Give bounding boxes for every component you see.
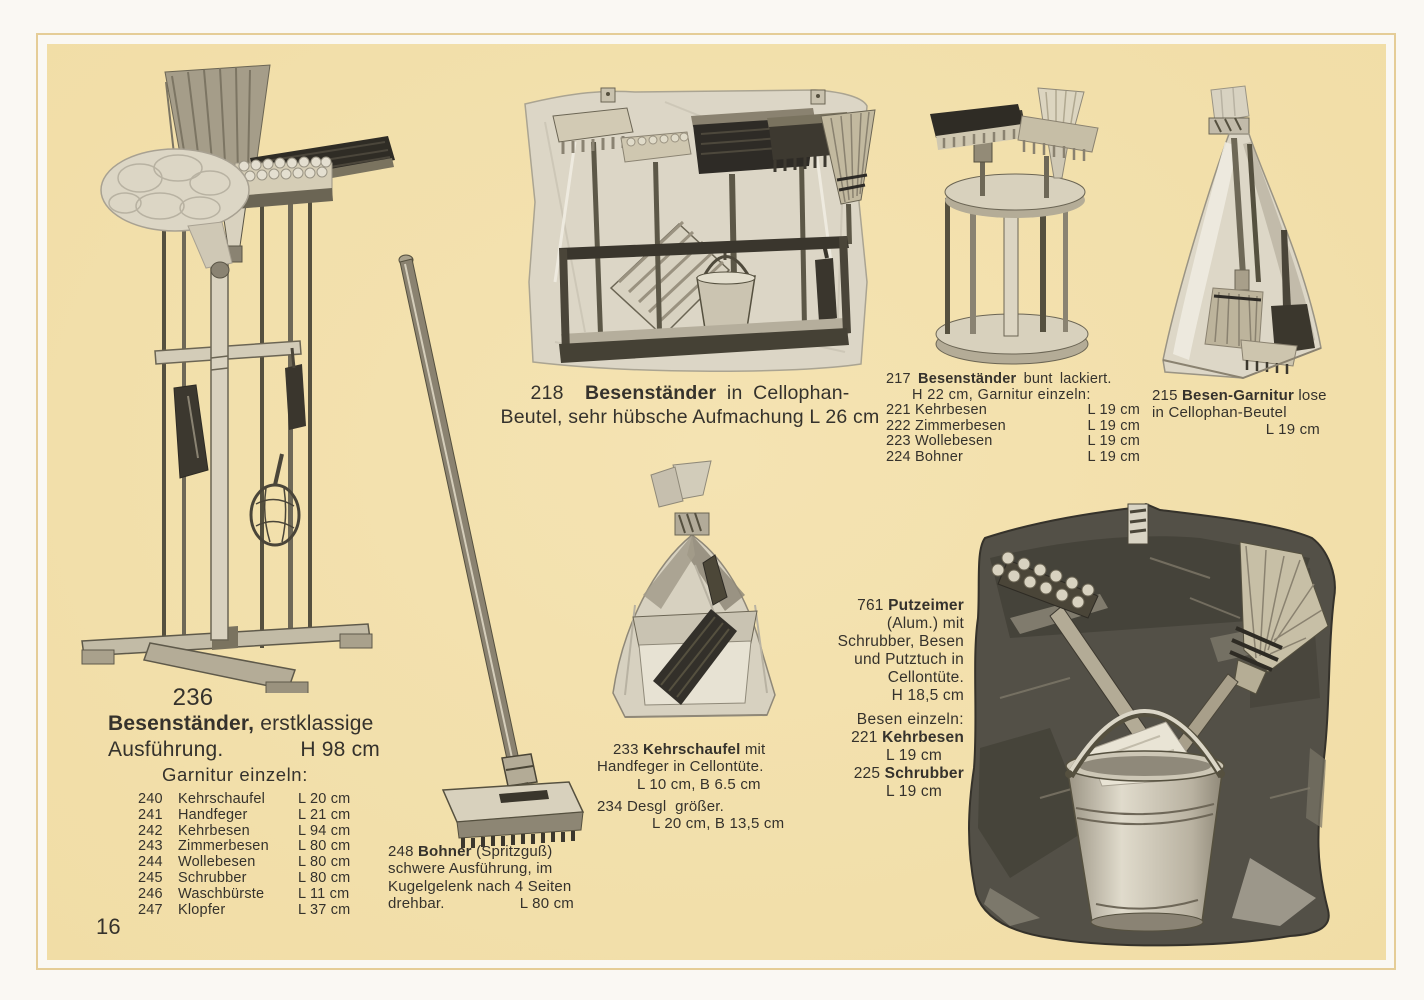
item-236-subheading: Garnitur einzeln: (162, 764, 308, 785)
caption-217: 217 Besenständer bunt lackiert. H 22 cm, Garnitur einzeln: 221 Kehrbesen L 19 cm 222 Zimmerbesen L 19 cm 223 Wollebesen L 19 cm 224 Bohner L 19 cm (886, 371, 1140, 465)
table-row: 240 Kehrschaufel L 20 cm (138, 791, 351, 807)
table-row: 221 Kehrbesen L 19 cm (886, 402, 1140, 419)
photo-besenstaender-236 (70, 58, 400, 693)
item-236-size-line: Ausführung. H 98 cm (108, 738, 380, 761)
table-row: 242 Kehrbesen L 94 cm (138, 822, 351, 839)
item-236-title: Besenständer, erstklassige (108, 712, 374, 735)
table-row: 245 Schrubber L 80 cm (138, 869, 351, 886)
table-row: 247 Klopfer L 37 cm (138, 901, 351, 918)
table-row: 246 Waschbürste L 11 cm (138, 885, 350, 902)
item-236-number: 236 (172, 684, 214, 711)
photo-besen-garnitur-215 (1155, 82, 1335, 392)
caption-218: 218 Besenständer in Cellophan- Beutel, sehr hübsche Aufmachung L 26 cm (500, 382, 880, 428)
caption-233: 233 Kehrschaufel mit Handfeger in Cellontüte. L 10 cm, B 6.5 cm 234 Desgl größer. L 20 cm, B 13,5 cm (597, 741, 785, 833)
table-row: 243 Zimmerbesen L 80 cm (138, 838, 351, 855)
photo-putzeimer-761 (950, 498, 1350, 953)
table-row: 224 Bohner L 19 cm (886, 448, 1140, 465)
photo-kehrgarnitur-233 (595, 455, 800, 740)
photo-besenstaender-217 (920, 80, 1115, 375)
item-236-details (108, 711, 380, 918)
table-row: 223 Wollebesen L 19 cm (886, 433, 1140, 450)
garnitur-table (108, 792, 380, 918)
photo-besenstaender-218 (515, 82, 880, 382)
caption-215: 215 Besen-Garnitur lose in Cellophan-Beutel L 19 cm (1152, 387, 1327, 438)
caption-761: 761 Putzeimer (Alum.) mit Schrubber, Besen und Putztuch in Cellontüte. H 18,5 cm Besen einzeln: 221 Kehrbesen L 19 cm 225 Schrubber L 19 cm (837, 597, 964, 800)
table-row: 244 Wollebesen L 80 cm (138, 854, 351, 871)
caption-248: 248 Bohner (Spritzguß) schwere Ausführung, im Kugelgelenk nach 4 Seiten drehbar. L 80 cm (388, 843, 574, 912)
table-row: 222 Zimmerbesen L 19 cm (886, 417, 1140, 434)
page-number: 16 (96, 914, 121, 939)
table-row: 241 Handfeger L 21 cm (138, 806, 351, 823)
item-236-title-bold: Besenständer, (108, 712, 255, 735)
